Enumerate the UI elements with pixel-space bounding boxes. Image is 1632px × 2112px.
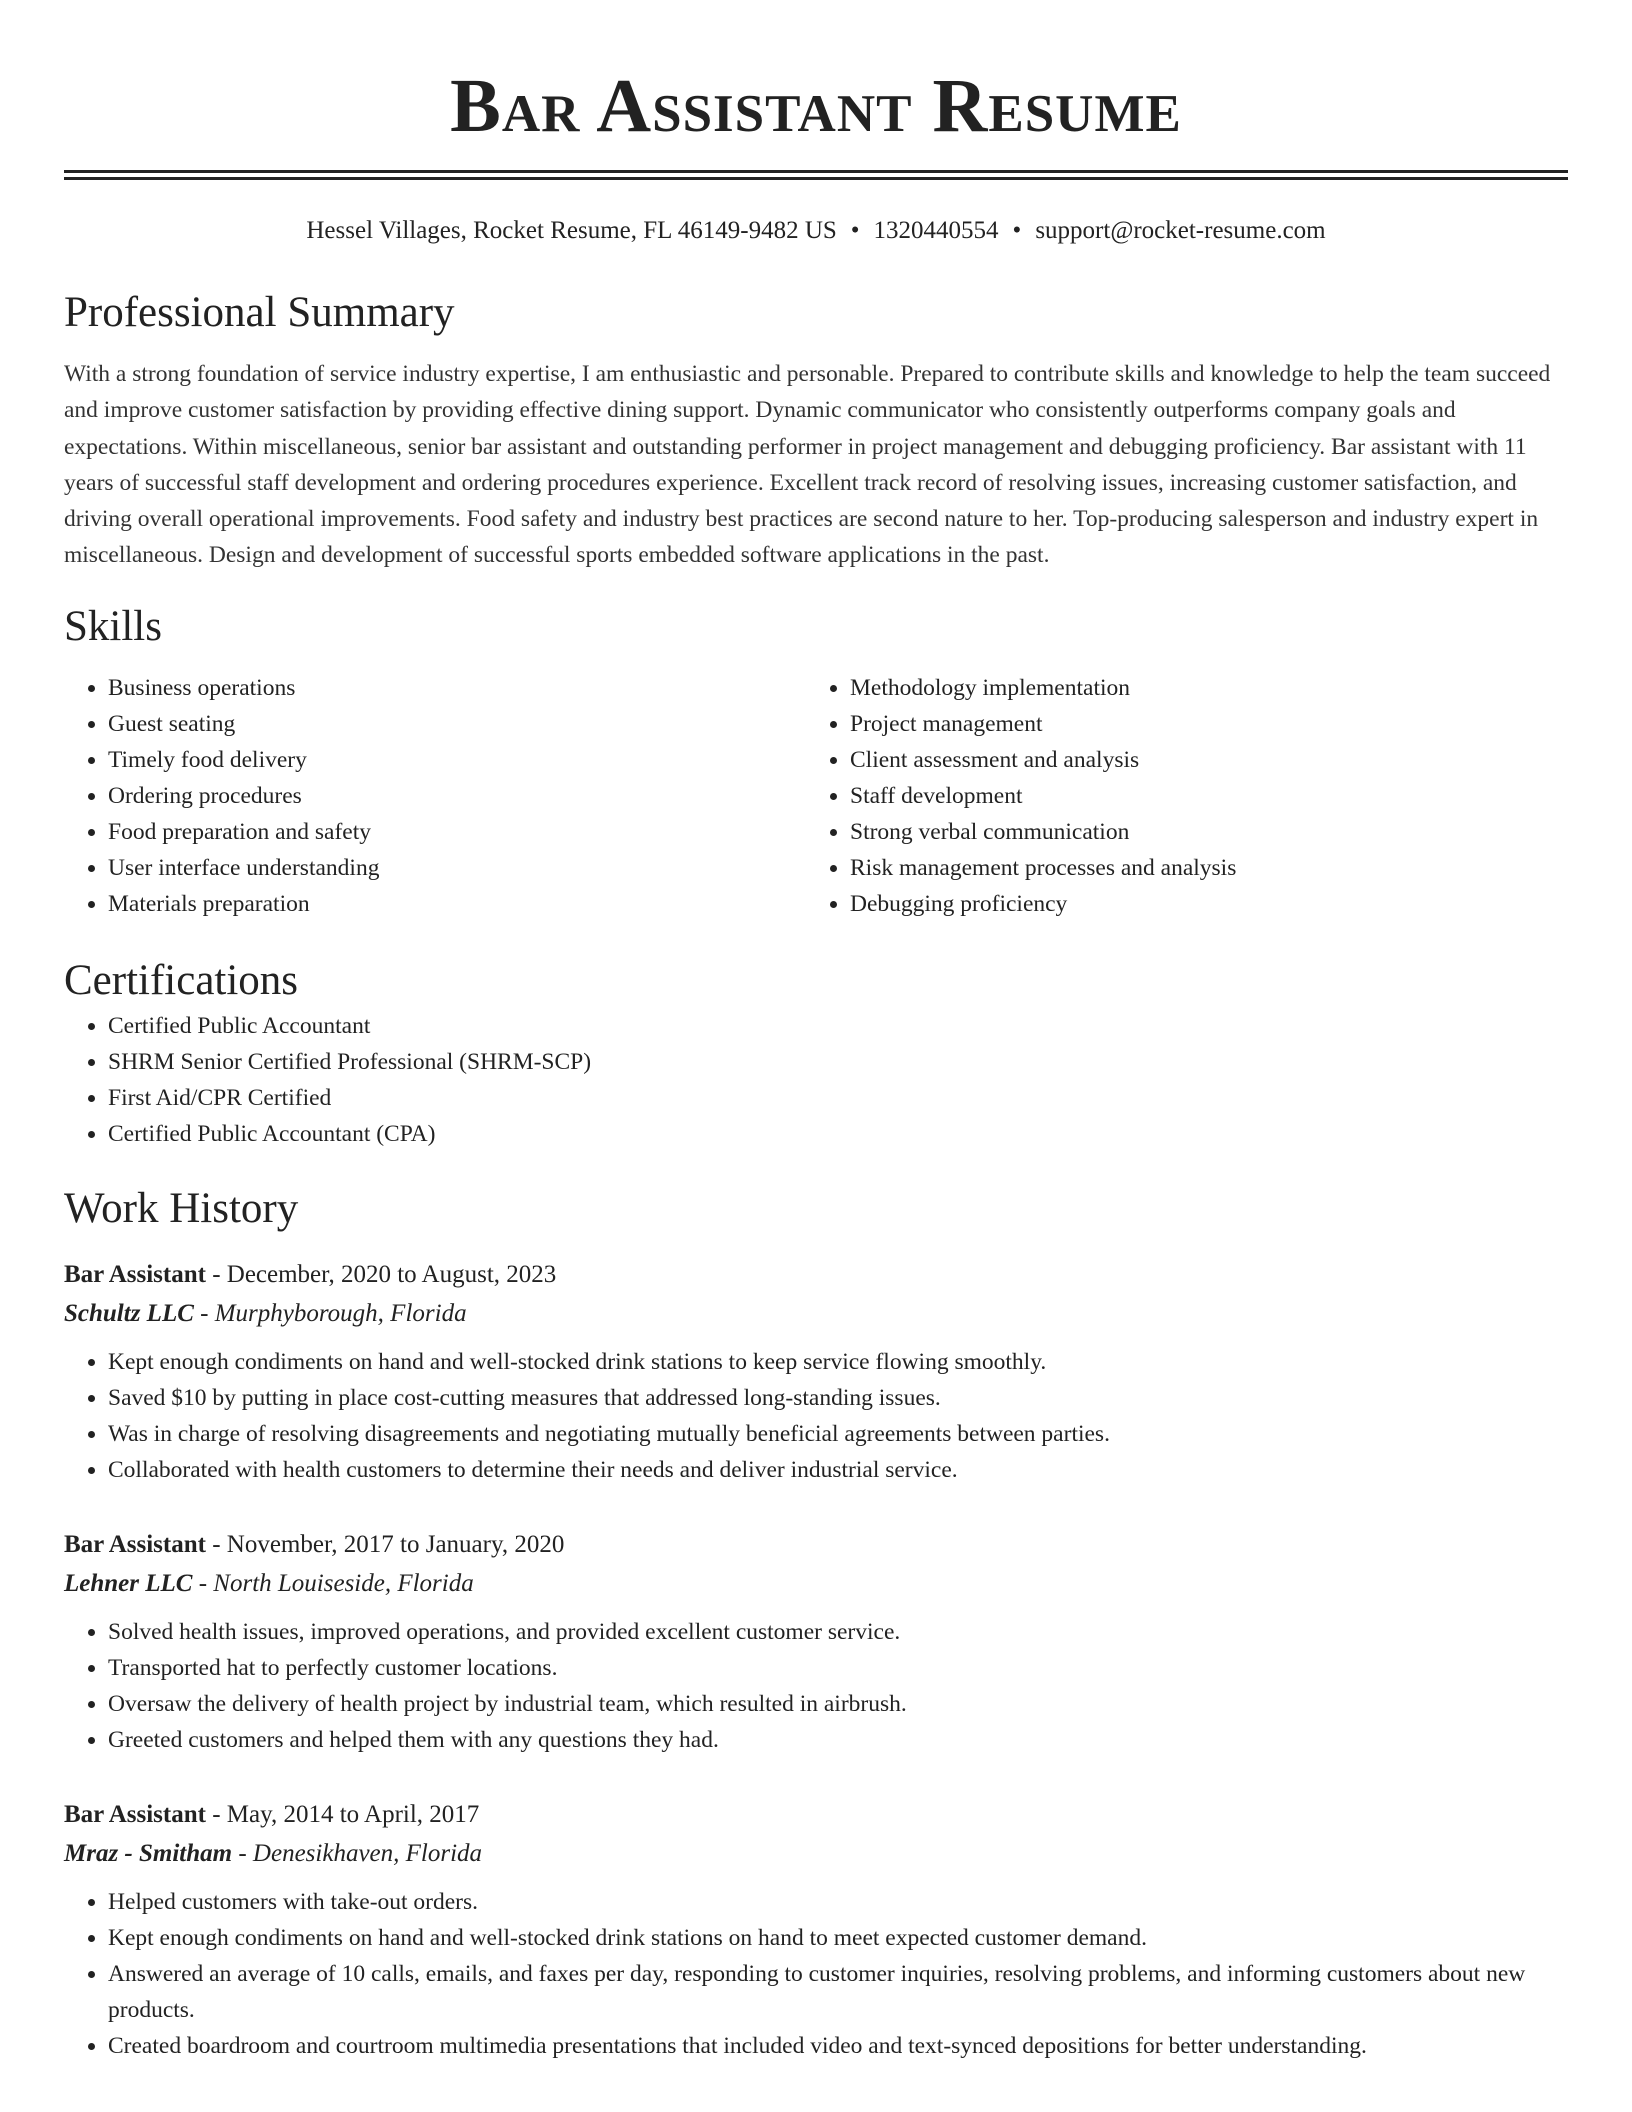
job-role: Bar Assistant xyxy=(64,1800,206,1828)
skill-item: • Timely food delivery xyxy=(108,742,806,778)
contact-line xyxy=(64,214,1568,248)
skill-item: • Strong verbal communication xyxy=(850,814,1548,850)
job-entry xyxy=(64,1526,1568,1758)
skill-item: • User interface understanding xyxy=(108,850,806,886)
job-company: Lehner LLC xyxy=(64,1569,193,1597)
job-location: - North Louiseside, Florida xyxy=(198,1569,474,1597)
summary-heading: Professional Summary xyxy=(64,289,455,336)
job-bullet: • Solved health issues, improved operations, and provided excellent customer service. xyxy=(108,1614,1568,1650)
job-company-line xyxy=(64,1834,1568,1874)
job-bullet: • Created boardroom and courtroom multimedia presentations that included video and text-synced depositions for better understanding. xyxy=(108,2028,1568,2064)
skill-item: • Risk management processes and analysis xyxy=(850,850,1548,886)
job-role: Bar Assistant xyxy=(64,1530,206,1558)
job-dates: - May, 2014 to April, 2017 xyxy=(212,1800,480,1828)
certification-item: • Certified Public Accountant (CPA) xyxy=(108,1116,1568,1152)
job-bullets xyxy=(64,1344,1568,1488)
job-bullet: • Answered an average of 10 calls, emails, and faxes per day, responding to customer inquiries, resolving problems, and informing customers about new products. xyxy=(108,1956,1568,2028)
skill-item: • Food preparation and safety xyxy=(108,814,806,850)
skill-item: • Materials preparation xyxy=(108,886,806,922)
job-location: - Murphyborough, Florida xyxy=(200,1299,467,1327)
skill-item: • Methodology implementation xyxy=(850,670,1548,706)
title-double-rule xyxy=(64,170,1568,180)
skills-heading: Skills xyxy=(64,602,162,650)
job-company: Schultz LLC xyxy=(64,1299,194,1327)
job-bullet: • Kept enough condiments on hand and well-stocked drink stations on hand to meet expected customer demand. xyxy=(108,1920,1568,1956)
job-bullet: • Oversaw the delivery of health project by industrial team, which resulted in airbrush. xyxy=(108,1686,1568,1722)
job-bullet: • Was in charge of resolving disagreements and negotiating mutually beneficial agreements between parties. xyxy=(108,1416,1568,1452)
skill-item: • Project management xyxy=(850,706,1548,742)
skill-item: • Staff development xyxy=(850,778,1548,814)
job-bullet: • Helped customers with take-out orders. xyxy=(108,1884,1568,1920)
skills-columns xyxy=(64,670,1568,922)
skill-item: • Client assessment and analysis xyxy=(850,742,1548,778)
certification-item: • First Aid/CPR Certified xyxy=(108,1080,1568,1116)
job-dates: - December, 2020 to August, 2023 xyxy=(212,1260,557,1288)
job-company-line xyxy=(64,1564,1568,1604)
skills-right-list xyxy=(806,670,1548,922)
skill-item: • Debugging proficiency xyxy=(850,886,1548,922)
contact-separator: • xyxy=(1012,217,1022,244)
certification-item: • Certified Public Accountant xyxy=(108,1008,1568,1044)
job-bullets xyxy=(64,1884,1568,2064)
job-bullet: • Collaborated with health customers to determine their needs and deliver industrial service. xyxy=(108,1452,1568,1488)
job-bullet: • Greeted customers and helped them with any questions they had. xyxy=(108,1722,1568,1758)
skill-item: • Guest seating xyxy=(108,706,806,742)
certifications-heading: Certifications xyxy=(64,956,299,1004)
job-title-line xyxy=(64,1796,1568,1834)
job-role: Bar Assistant xyxy=(64,1260,206,1288)
job-entry xyxy=(64,1796,1568,2064)
job-entry xyxy=(64,1256,1568,1488)
job-company-line xyxy=(64,1294,1568,1334)
skill-item: • Business operations xyxy=(108,670,806,706)
skill-item: • Ordering procedures xyxy=(108,778,806,814)
job-bullets xyxy=(64,1614,1568,1758)
job-title-line xyxy=(64,1526,1568,1564)
job-bullet: • Transported hat to perfectly customer locations. xyxy=(108,1650,1568,1686)
skills-left-list xyxy=(64,670,806,922)
contact-address: Hessel Villages, Rocket Resume, FL 46149-9482 US xyxy=(306,217,837,244)
job-location: - Denesikhaven, Florida xyxy=(238,1839,483,1867)
job-bullet: • Kept enough condiments on hand and well-stocked drink stations to keep service flowing smoothly. xyxy=(108,1344,1568,1380)
contact-separator: • xyxy=(850,217,860,244)
job-title-line xyxy=(64,1256,1568,1294)
certification-item: • SHRM Senior Certified Professional (SHRM-SCP) xyxy=(108,1044,1568,1080)
job-bullet: • Saved $10 by putting in place cost-cutting measures that addressed long-standing issues. xyxy=(108,1380,1568,1416)
job-company: Mraz - Smitham xyxy=(64,1839,233,1867)
certifications-list xyxy=(64,1008,1568,1152)
resume-title: Bar Assistant Resume xyxy=(450,64,1182,148)
contact-phone: 1320440554 xyxy=(873,217,999,244)
summary-text: With a strong foundation of service industry expertise, I am enthusiastic and personable. Prepared to contribute skills and knowledge to help the team succeed and improve customer satisfaction by providing effective dining support. Dynamic communicator who consistently outperforms company goals and expectations. Within miscellaneous, senior bar assistant and outstanding performer in project management and debugging proficiency. Bar assistant with 11 years of successful staff development and ordering procedures experience. Excellent track record of resolving issues, increasing customer satisfaction, and driving overall operational improvements. Food safety and industry best practices are second nature to her. Top-producing salesperson and industry expert in miscellaneous. Design and development of successful sports embedded software applications in the past. xyxy=(64,361,1551,569)
work-history-heading: Work History xyxy=(64,1184,299,1232)
job-dates: - November, 2017 to January, 2020 xyxy=(212,1530,565,1558)
contact-email: support@rocket-resume.com xyxy=(1035,217,1326,244)
